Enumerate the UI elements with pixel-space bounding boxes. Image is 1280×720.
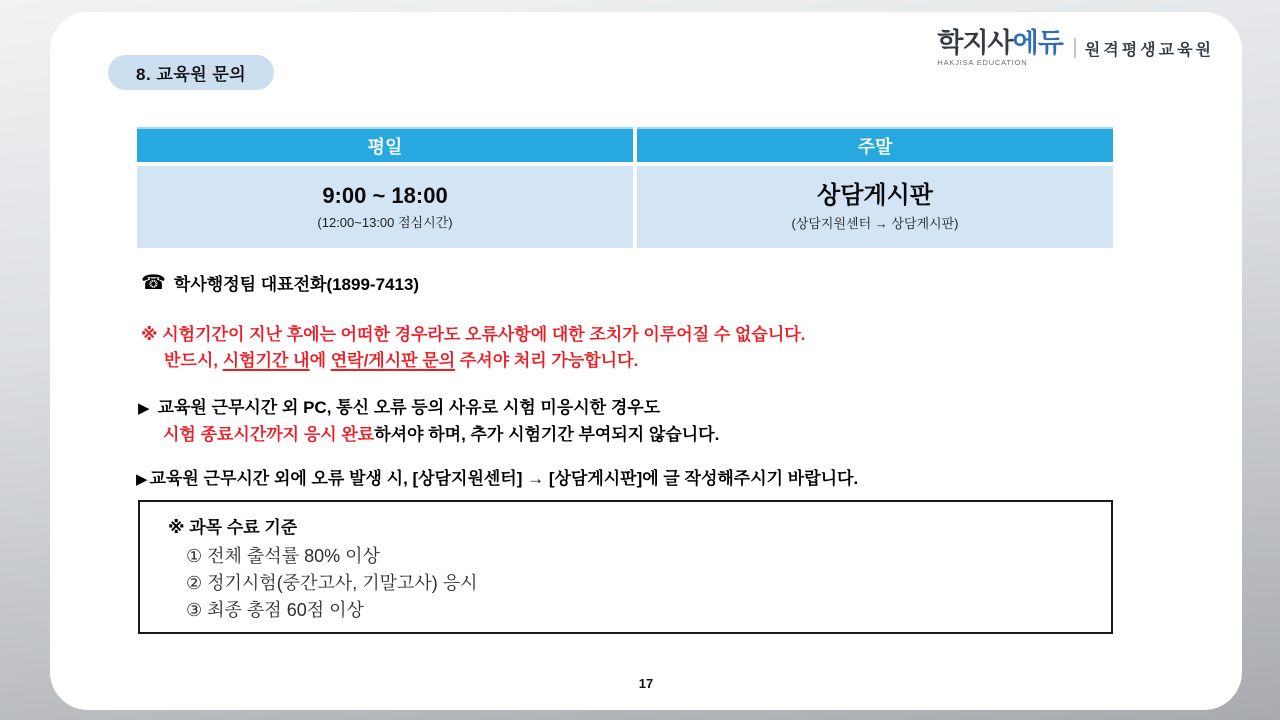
warning-line-1: ※ 시험기간이 지난 후에는 어떠한 경우라도 오류사항에 대한 조치가 이루어질 수 없습니다.	[141, 325, 806, 344]
bullet1-line1-text: 교육원 근무시간 외 PC, 통신 오류 등의 사유로 시험 미응시한 경우도	[157, 398, 661, 417]
weekday-lunch-note: (12:00~13:00 점심시간)	[317, 214, 453, 230]
warning-line2-part2: 에	[309, 351, 331, 370]
table-cell-weekend	[637, 166, 1113, 248]
section-title: 8. 교육원 문의	[136, 65, 247, 84]
triangle-bullet-icon: ▶	[138, 400, 150, 417]
table-cell-weekday	[137, 166, 633, 248]
bullet1-line2-red-text: 시험 종료시간까지 응시 완료	[163, 425, 375, 444]
warning-underline-exam-period: 시험기간 내	[222, 351, 310, 370]
warning-underline-contact: 연락/게시판 문의	[330, 351, 456, 370]
brand-logo-main	[937, 30, 1062, 67]
completion-criterion-2: ② 정기시험(중간고사, 기말고사) 응시	[186, 573, 478, 593]
completion-box-title: ※ 과목 수료 기준	[168, 518, 298, 537]
telephone-icon: ☎	[141, 271, 166, 294]
completion-criterion-3: ③ 최종 총점 60점 이상	[186, 600, 364, 620]
warning-line2-part3: 주셔야 처리 가능합니다.	[455, 351, 639, 370]
phone-contact-line	[141, 270, 419, 295]
brand-divider-line	[1074, 38, 1076, 58]
course-completion-box	[138, 500, 1113, 634]
warning-line-2	[141, 348, 805, 374]
table-header-weekday: 평일	[137, 127, 633, 162]
table-header-weekend: 주말	[637, 127, 1113, 162]
weekend-channel-path: (상담지원센터 → 상담게시판)	[791, 215, 959, 231]
table-body-row	[137, 166, 1113, 248]
section-title-badge	[108, 55, 274, 90]
page-number: 17	[638, 676, 654, 691]
bullet1-line-1	[138, 395, 719, 422]
brand-name-main: 학지사	[937, 28, 1013, 58]
bullet-offhours-error	[138, 395, 719, 448]
brand-logo	[937, 30, 1214, 67]
triangle-bullet-icon: ▶	[136, 471, 148, 488]
brand-logo-wordmark	[937, 30, 1062, 57]
weekend-channel: 상담게시판	[817, 182, 933, 210]
bullet1-line2-rest: 하셔야 하며, 추가 시험기간 부여되지 않습니다.	[374, 425, 720, 444]
completion-criterion-1: ① 전체 출석률 80% 이상	[186, 546, 380, 566]
weekday-hours: 9:00 ~ 18:00	[322, 183, 448, 209]
brand-name-accent: 에듀	[1012, 28, 1063, 58]
contact-hours-table	[137, 127, 1113, 248]
phone-contact-text: 학사행정팀 대표전화(1899-7413)	[173, 275, 420, 294]
bullet-board-post	[136, 466, 858, 493]
exam-period-warning	[141, 322, 805, 374]
bullet2-text: 교육원 근무시간 외에 오류 발생 시, [상담지원센터] → [상담게시판]에 글 작성해주시기 바랍니다.	[149, 469, 859, 488]
brand-org-name: 원격평생교육원	[1084, 41, 1214, 59]
bullet1-line-2	[138, 422, 719, 448]
brand-subtitle: HAKJISA EDUCATION	[937, 58, 1028, 67]
warning-line2-part1: 반드시,	[164, 351, 223, 370]
table-header-row	[137, 127, 1113, 162]
